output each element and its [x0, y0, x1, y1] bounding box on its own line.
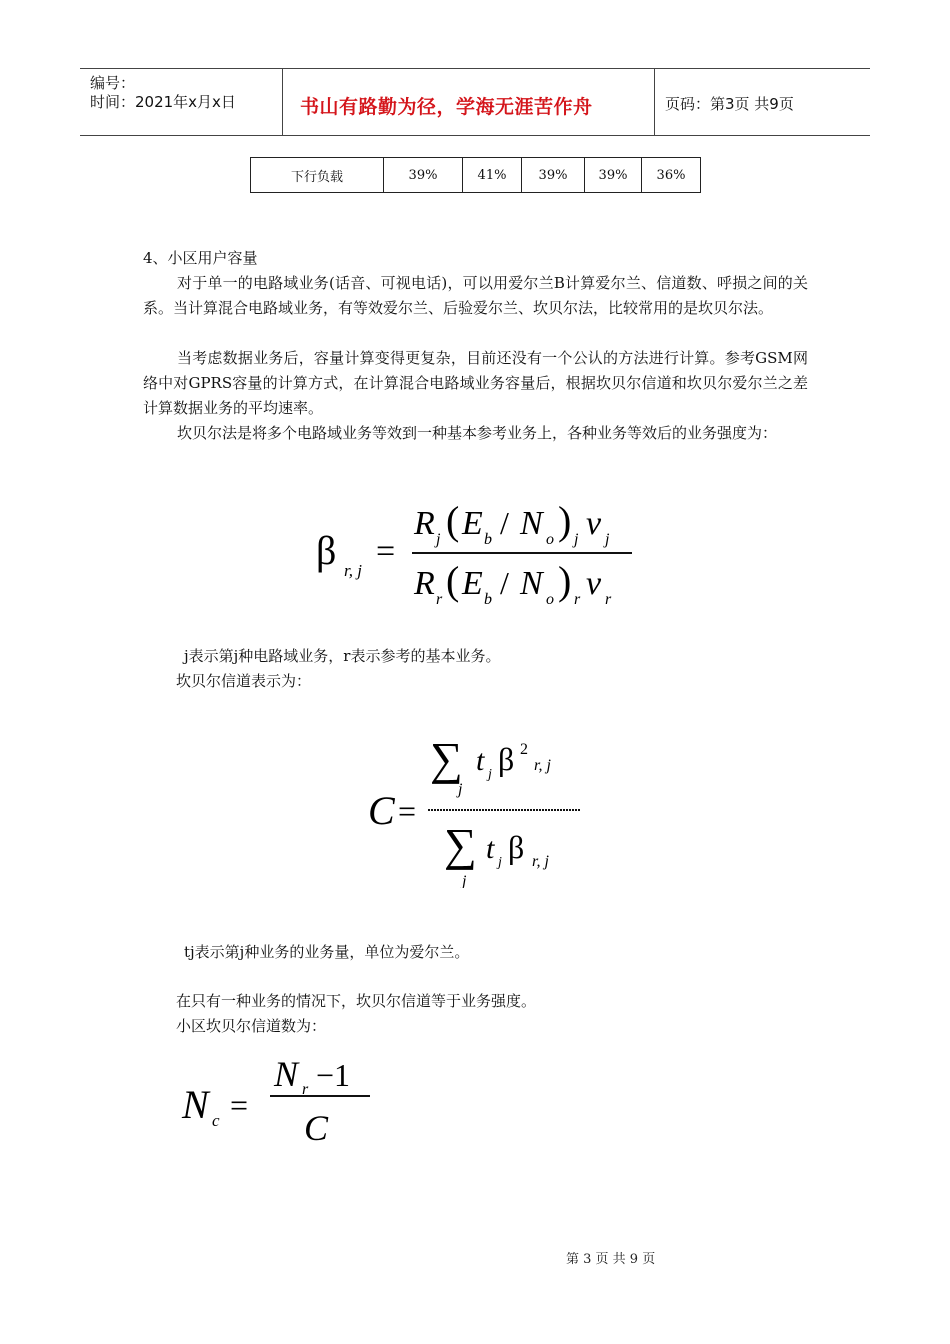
table-cell: 41% [463, 158, 522, 193]
svg-text:N: N [520, 565, 543, 602]
header-page-indicator: 页码：第3页 共9页 [665, 95, 794, 113]
campbell-channel-formula [362, 712, 592, 892]
svg-text:β: β [498, 741, 515, 777]
svg-text:β: β [508, 829, 525, 865]
table-cell: 36% [642, 158, 701, 193]
svg-text:r: r [605, 591, 612, 606]
svg-text:j: j [462, 873, 467, 888]
svg-text:/: / [500, 505, 509, 541]
svg-text:C: C [368, 788, 395, 833]
svg-text:b: b [484, 591, 492, 606]
svg-text:β: β [316, 528, 337, 573]
table-cell: 39% [384, 158, 463, 193]
svg-text:N: N [520, 505, 543, 542]
paragraph-1: 对于单一的电路域业务(话音、可视电话)，可以用爱尔兰B计算爱尔兰、信道数、呼损之间的关系。当计算混合电路域业务，有等效爱尔兰、后验爱尔兰、坎贝尔法，比较常用的是坎贝尔法。 [143, 274, 808, 317]
svg-text:r, j: r, j [344, 561, 362, 580]
svg-text:b: b [484, 531, 492, 548]
svg-text:2: 2 [520, 741, 528, 758]
header-top-rule [80, 68, 870, 69]
svg-text:o: o [546, 531, 554, 548]
svg-text:r: r [436, 591, 443, 606]
svg-text:t: t [476, 744, 485, 777]
beta-formula [310, 496, 650, 610]
svg-text:C: C [304, 1108, 329, 1146]
svg-text:N: N [182, 1082, 209, 1127]
paragraph-2: 当考虑数据业务后，容量计算变得更复杂，目前还没有一个公认的方法进行计算。参考GSM网络中对GPRS容量的计算方式，在计算混合电路域业务容量后，根据坎贝尔信道和坎贝尔爱尔兰之差计算数据业务的平均速率。 [143, 349, 808, 417]
svg-text:N: N [274, 1054, 299, 1094]
header-divider-right [654, 68, 655, 136]
svg-text:(: ( [446, 498, 460, 543]
document-date: 时间：2021年x月x日 [90, 93, 236, 111]
note-single-service: 在只有一种业务的情况下，坎贝尔信道等于业务强度。 [176, 992, 537, 1010]
svg-text:t: t [486, 832, 495, 865]
svg-text:): ) [558, 498, 572, 543]
table-cell: 39% [585, 158, 642, 193]
svg-text:R: R [414, 505, 435, 542]
svg-text:∑: ∑ [430, 733, 463, 784]
serial-number-label: 编号： [90, 74, 136, 92]
paragraph-3: 坎贝尔法是将多个电路域业务等效到一种基本参考业务上，各种业务等效后的业务强度为： [177, 424, 778, 442]
svg-text:/: / [500, 565, 509, 601]
header-divider-left [282, 68, 283, 136]
table-row [251, 158, 701, 193]
note-cell-channels: 小区坎贝尔信道数为： [176, 1017, 327, 1035]
svg-text:r, j: r, j [534, 757, 551, 774]
svg-text:c: c [212, 1111, 220, 1130]
svg-text:v: v [586, 565, 602, 602]
header-motto: 书山有路勤为径，学海无涯苦作舟 [300, 96, 593, 118]
svg-text:j: j [488, 767, 492, 782]
svg-text:∑: ∑ [444, 819, 477, 870]
svg-text:E: E [462, 505, 483, 542]
svg-text:v: v [586, 505, 602, 542]
svg-text:j: j [605, 531, 610, 548]
svg-text:R: R [414, 565, 435, 602]
cell-channel-count-formula [178, 1050, 378, 1150]
svg-text:r: r [302, 1081, 309, 1098]
note-campbell-channel: 坎贝尔信道表示为： [176, 672, 312, 690]
svg-text:=: = [230, 1087, 249, 1123]
svg-text:=: = [376, 533, 396, 570]
svg-text:=: = [398, 793, 417, 829]
svg-text:r, j: r, j [532, 853, 549, 870]
svg-text:j: j [436, 531, 441, 548]
svg-text:(: ( [446, 558, 460, 603]
svg-text:j: j [458, 781, 463, 798]
header-bottom-rule [80, 135, 870, 136]
note-j-definition: j表示第j种电路域业务，r表示参考的基本业务。 [184, 647, 501, 665]
svg-text:r: r [574, 591, 581, 606]
svg-text:): ) [558, 558, 572, 603]
table-row-label: 下行负载 [251, 158, 384, 193]
svg-text:j: j [574, 531, 579, 548]
downlink-load-table [250, 157, 701, 193]
svg-text:j: j [498, 855, 502, 870]
note-tj-definition: tj表示第j种业务的业务量，单位为爱尔兰。 [184, 943, 470, 961]
section-heading: 4、小区用户容量 [143, 249, 258, 267]
table-cell: 39% [522, 158, 585, 193]
svg-text:o: o [546, 591, 554, 606]
svg-text:−1: −1 [316, 1057, 351, 1093]
page-footer: 第 3 页 共 9 页 [566, 1252, 656, 1267]
svg-text:E: E [462, 565, 483, 602]
